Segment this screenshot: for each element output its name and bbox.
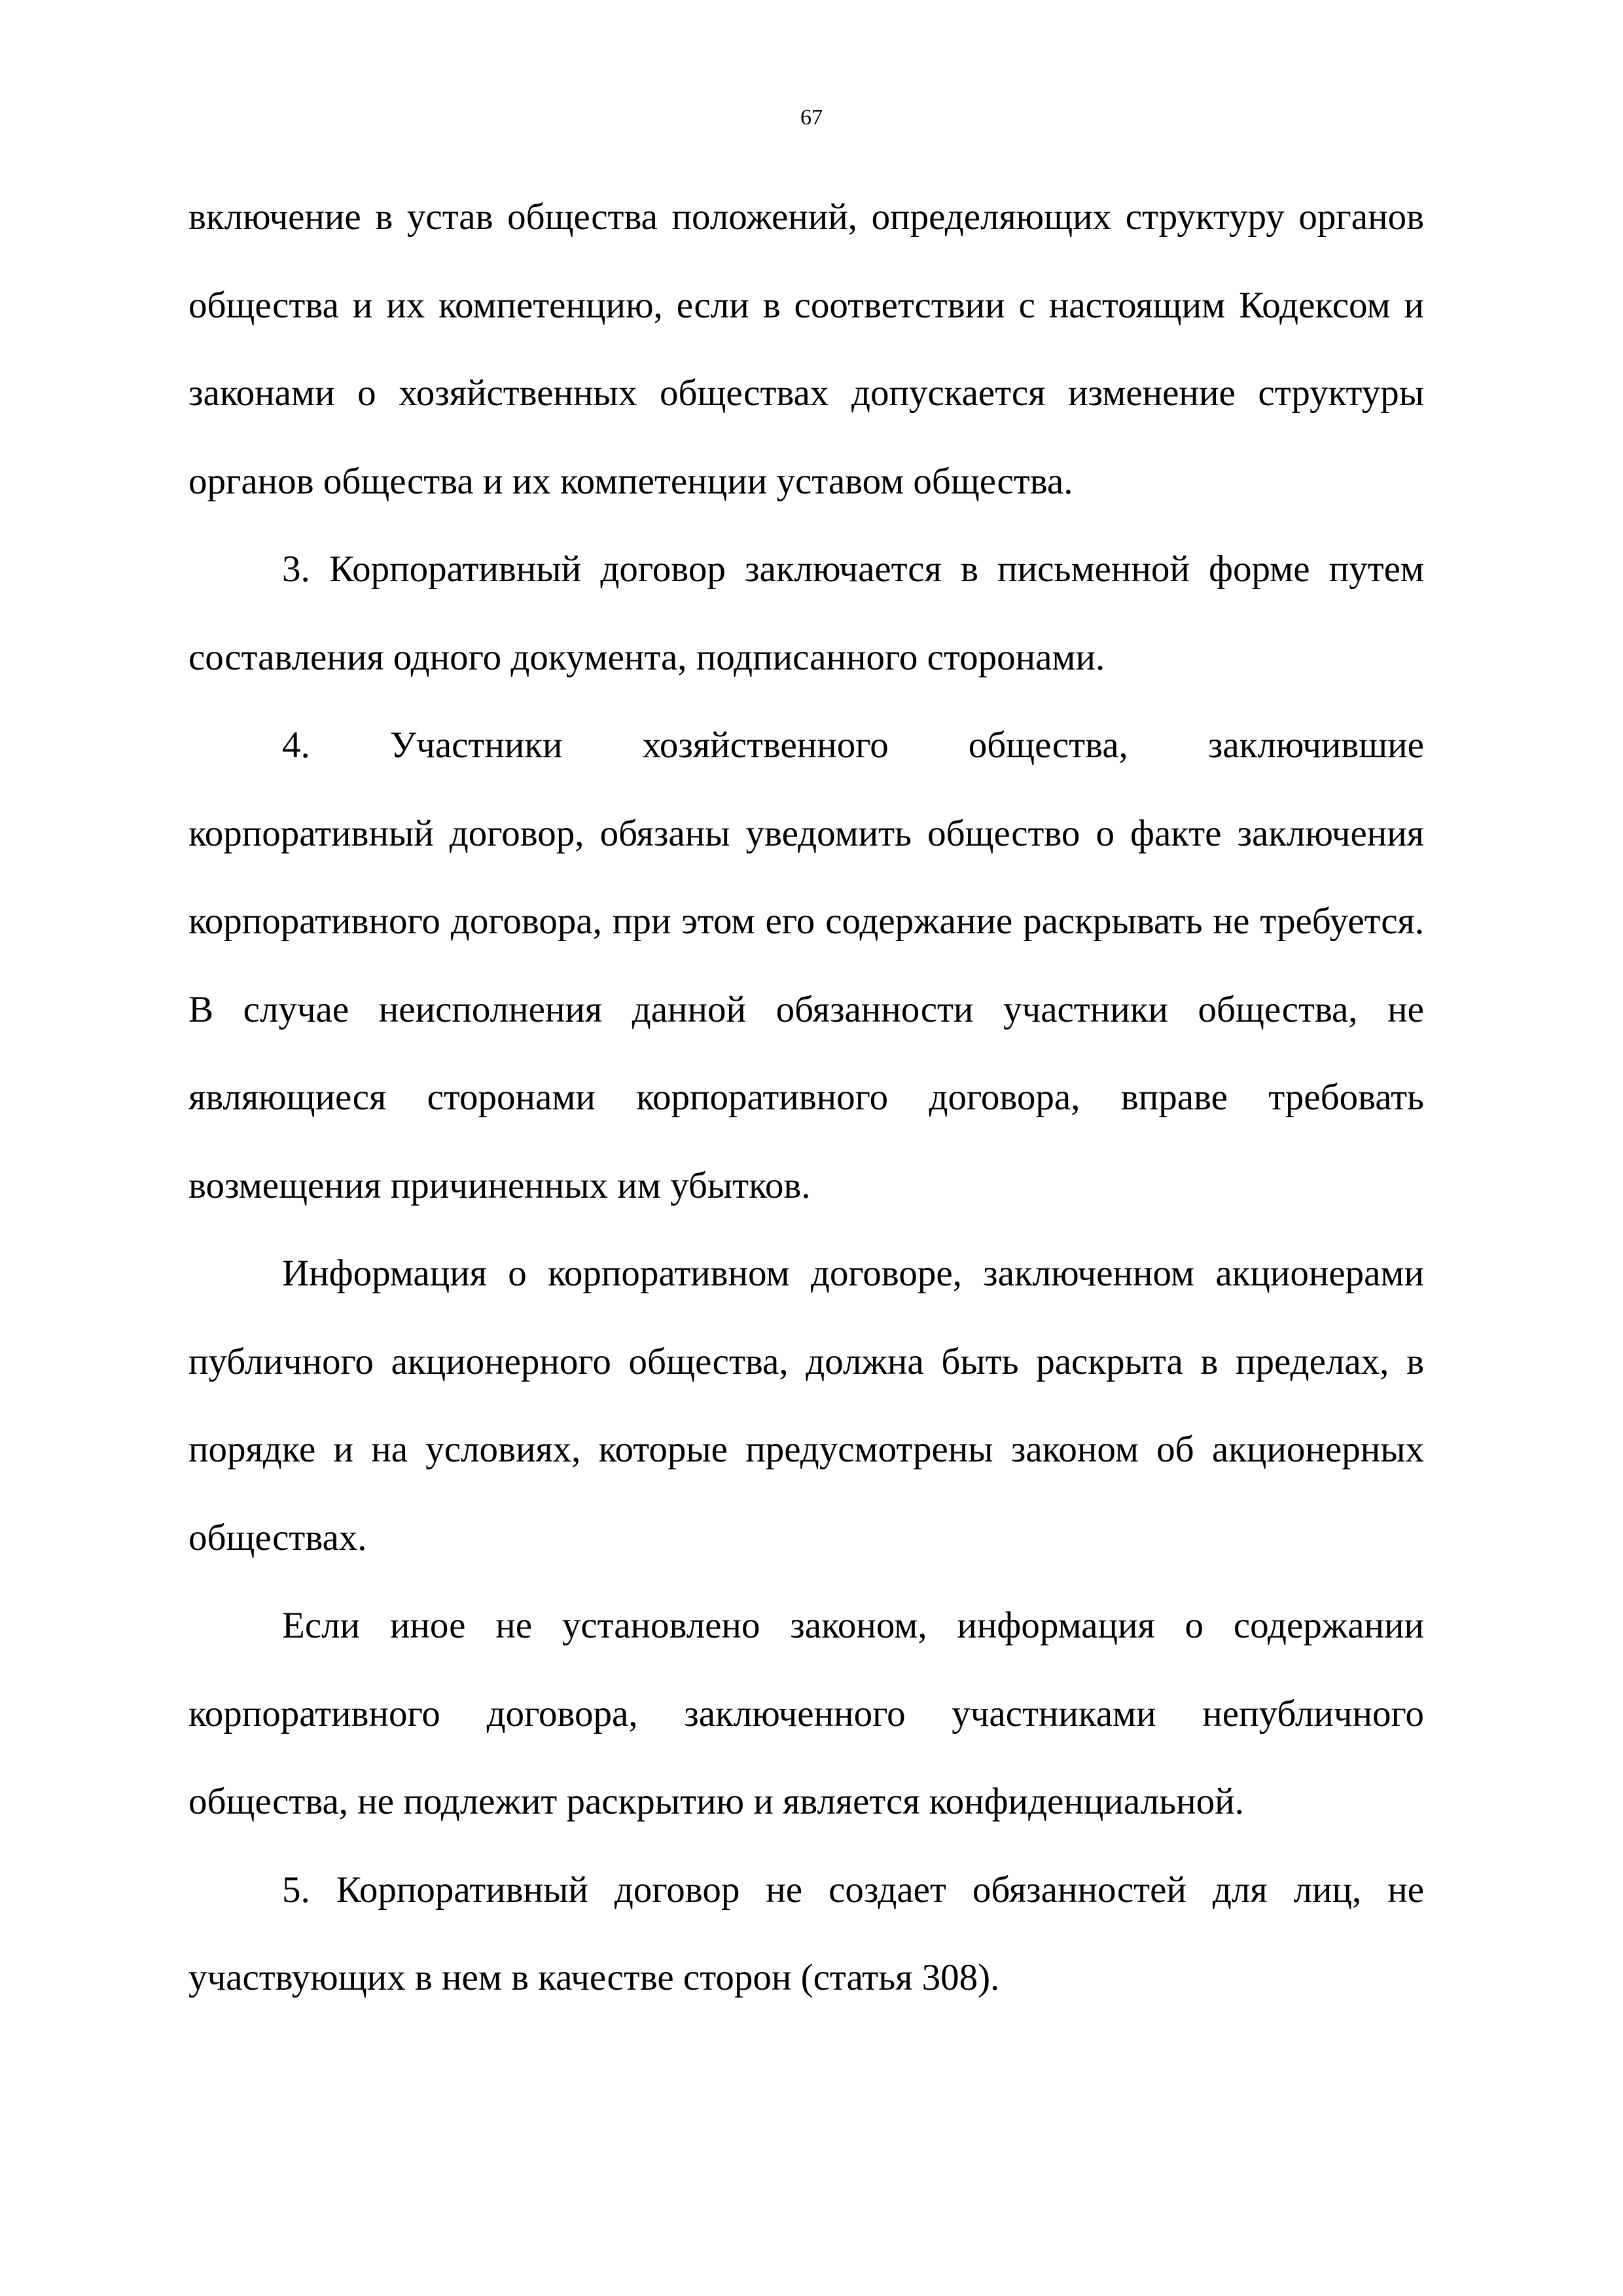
paragraph-disclosure-public: Информация о корпоративном договоре, заключенном акционерами публичного акционерного общества, должна быть раскрыта в пределах, в порядке и на условиях, которые предусмотрены законом об акционерных обществах. bbox=[188, 1253, 1424, 1558]
page-number: 67 bbox=[800, 105, 823, 130]
paragraph-clause-4-first-line: 4. Участники хозяйственного общества, заключившие bbox=[282, 725, 1424, 766]
paragraph-clause-5: 5. Корпоративный договор не создает обязанностей для лиц, не участвующих в нем в качестве сторон (статья 308). bbox=[188, 1869, 1424, 1998]
document-body bbox=[188, 173, 1424, 2022]
paragraph-clause-3: 3. Корпоративный договор заключается в письменной форме путем составления одного документа, подписанного сторонами. bbox=[188, 548, 1424, 678]
paragraph-continuation: включение в устав общества положений, определяющих структуру органов общества и их компетенцию, если в соответствии с настоящим Кодексом и законами о хозяйственных обществах допускается изменение структуры органов общества и их компетенции уставом общества. bbox=[188, 196, 1424, 502]
paragraph-clause-4: корпоративный договор, обязаны уведомить общество о факте заключения корпоративного договора, при этом его содержание раскрывать не требуется. В случае неисполнения данной обязанности участники общества, не являющиеся сторонами корпоративного договора, вправе требовать возмещения причиненных им убытков. bbox=[188, 812, 1424, 1206]
paragraph-disclosure-nonpublic: Если иное не установлено законом, информация о содержании корпоративного договора, заключенного участниками непубличного общества, не подлежит раскрытию и является конфиденциальной. bbox=[188, 1605, 1424, 1822]
